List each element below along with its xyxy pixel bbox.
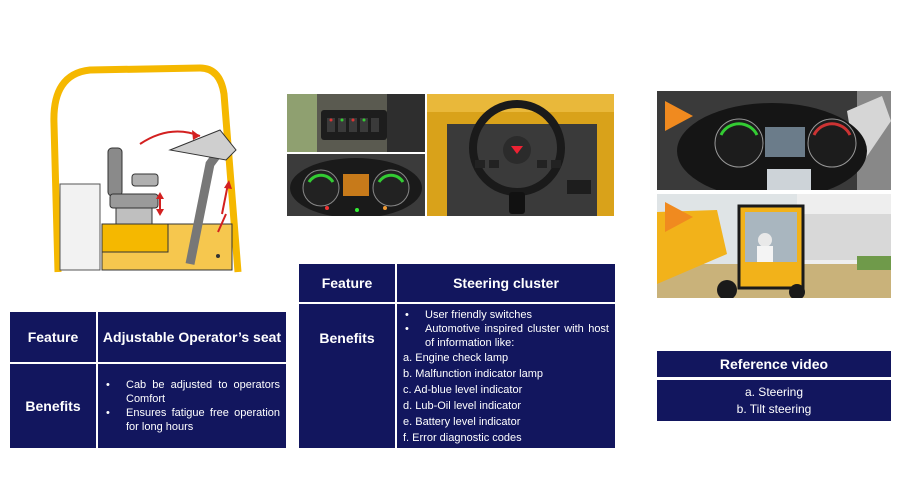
list-item: • Ensures fatigue free operation for long hours xyxy=(104,406,280,434)
steering-feature-value: Steering cluster xyxy=(397,264,615,302)
seat-benefits-cell xyxy=(98,364,286,448)
switch-panel-photo xyxy=(287,94,425,152)
steering-benefits-label: Benefits xyxy=(299,304,395,448)
seat-feature-table xyxy=(8,310,288,450)
seat-feature-value: Adjustable Operator’s seat xyxy=(98,312,286,362)
instrument-cluster-photo xyxy=(287,154,425,216)
seat-benefits-label: Benefits xyxy=(10,364,96,448)
reference-video-title: Reference video xyxy=(657,351,891,377)
reference-video-link-steering[interactable]: a. Steering xyxy=(744,385,804,399)
steering-benefits-cell xyxy=(397,304,615,448)
steering-benefits-list xyxy=(397,304,615,350)
play-icon[interactable] xyxy=(665,202,693,232)
reference-video-link-tilt-steering[interactable]: b. Tilt steering xyxy=(736,402,812,416)
reference-video-list xyxy=(657,380,891,421)
list-item: d. Lub-Oil level indicator xyxy=(403,400,522,412)
tilt-steering-video-thumbnail[interactable] xyxy=(657,194,891,298)
list-item: • Automotive inspired cluster with host of information like: xyxy=(403,322,609,350)
steering-video-thumbnail[interactable] xyxy=(657,91,891,190)
list-item: • User friendly switches xyxy=(403,308,609,322)
cluster-info-list xyxy=(397,350,615,448)
steering-feature-table xyxy=(297,262,617,450)
list-item: b. Malfunction indicator lamp xyxy=(403,368,544,380)
steering-wheel-photo xyxy=(427,94,614,216)
list-item: a. Engine check lamp xyxy=(403,352,509,364)
list-item: • Cab be adjusted to operators Comfort xyxy=(104,378,280,406)
list-item: c. Ad-blue level indicator xyxy=(403,384,523,396)
list-item: f. Error diagnostic codes xyxy=(403,432,522,444)
cab-seat-illustration xyxy=(50,64,246,276)
steering-feature-label: Feature xyxy=(299,264,395,302)
seat-feature-label: Feature xyxy=(10,312,96,362)
seat-benefits-list xyxy=(98,374,286,438)
list-item: e. Battery level indicator xyxy=(403,416,521,428)
play-icon[interactable] xyxy=(665,101,693,131)
